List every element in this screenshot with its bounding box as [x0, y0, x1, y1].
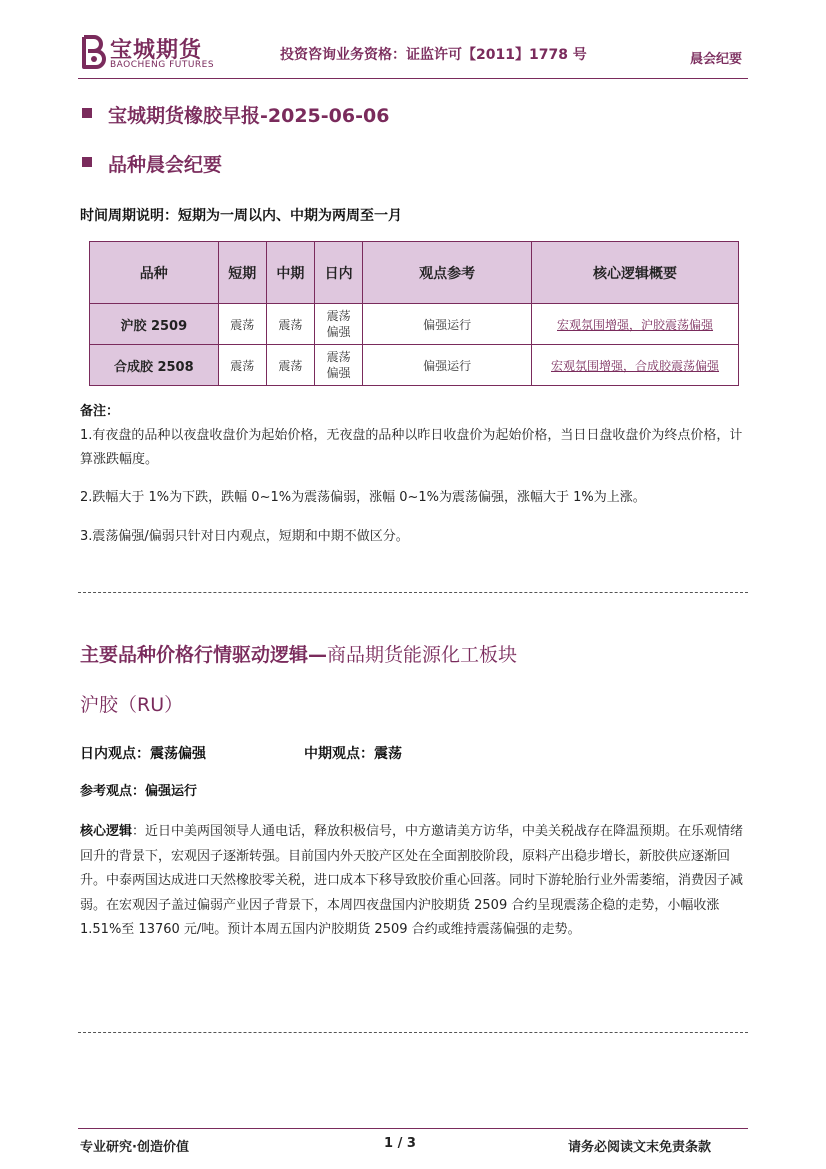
core-logic-paragraph: [80, 820, 750, 943]
variety-summary-table: [89, 241, 739, 386]
cell-view: 偏强运行: [363, 345, 532, 386]
table-row: [90, 345, 739, 386]
mid-term-view: 中期观点：震荡: [304, 746, 402, 762]
main-section-title: [80, 640, 517, 667]
intraday-view: 日内观点：震荡偏强: [80, 746, 206, 762]
col-header-short: 短期: [218, 242, 266, 304]
cell-mid: 震荡: [266, 304, 314, 345]
cell-short: 震荡: [218, 345, 266, 386]
cell-view: 偏强运行: [363, 304, 532, 345]
cell-logic-link[interactable]: 宏观氛围增强，合成胶震荡偏强: [532, 345, 739, 386]
core-logic-label: 核心逻辑: [80, 824, 133, 839]
col-header-intraday: 日内: [315, 242, 363, 304]
reference-view: 参考观点：偏强运行: [80, 784, 198, 799]
summary-title: 品种晨会纪要: [108, 154, 223, 176]
bullet-square-icon: [82, 157, 92, 167]
dashed-divider: [78, 592, 748, 593]
notes-title: 备注：: [80, 404, 120, 419]
col-header-logic: 核心逻辑概要: [532, 242, 739, 304]
cell-intraday: 震荡 偏强: [315, 304, 363, 345]
doc-type-label: 晨会纪要: [690, 52, 743, 67]
report-title: 宝城期货橡胶早报-2025-06-06: [108, 105, 390, 127]
col-header-view: 观点参考: [363, 242, 532, 304]
note-item-1: 1.有夜盘的品种以夜盘收盘价为起始价格，无夜盘的品种以昨日收盘价为起始价格，当日日盘收盘价为终点价格，计算涨跌幅度。: [80, 428, 743, 467]
cell-intraday: 震荡 偏强: [315, 345, 363, 386]
footer-slogan: 专业研究·创造价值: [80, 1140, 189, 1155]
header-divider: [78, 78, 748, 79]
cell-variety: 合成胶 2508: [90, 345, 219, 386]
footer-disclaimer-note: 请务必阅读文末免责条款: [568, 1140, 712, 1155]
logo-chinese-name: 宝城期货: [110, 37, 203, 63]
page-number: 1 / 3: [384, 1136, 416, 1151]
cell-variety: 沪胶 2509: [90, 304, 219, 345]
qualification-text: 投资咨询业务资格：证监许可【2011】1778 号: [280, 47, 587, 63]
period-note: 时间周期说明：短期为一周以内、中期为两周至一月: [80, 208, 402, 224]
bullet-square-icon: [82, 108, 92, 118]
note-item-3: 3.震荡偏强/偏弱只针对日内观点，短期和中期不做区分。: [80, 529, 409, 544]
note-item-2: 2.跌幅大于 1%为下跌，跌幅 0~1%为震荡偏弱，涨幅 0~1%为震荡偏强，涨幅大于 1%为上涨。: [80, 490, 646, 505]
main-title-rest: 商品期货能源化工板块: [327, 644, 518, 666]
baocheng-logo-icon: [80, 34, 106, 70]
product-title: 沪胶（RU）: [80, 694, 184, 716]
core-logic-text: ：近日中美两国领导人通电话，释放积极信号，中方邀请美方访华，中美关税战存在降温预期。在乐观情绪回升的背景下，宏观因子逐渐转强。目前国内外天胶产区处在全面割胶阶段，原料产出稳步增长，新胶供应逐渐回升。中泰两国达成进口天然橡胶零关税，进口成本下移导致胶价重心回落。同时下游轮胎行业外需萎缩，消费因子减弱。在宏观因子盖过偏弱产业因子背景下，本周四夜盘国内沪胶期货 2509 合约呈现震荡企稳的走势，小幅收涨 1.51%至 13760 元/吨。预计本周五国内沪胶期货 2509 合约或维持震荡偏强的走势。: [80, 824, 744, 937]
col-header-mid: 中期: [266, 242, 314, 304]
footer-divider: [78, 1128, 748, 1129]
col-header-variety: 品种: [90, 242, 219, 304]
cell-mid: 震荡: [266, 345, 314, 386]
dashed-divider: [78, 1032, 748, 1033]
cell-short: 震荡: [218, 304, 266, 345]
main-title-bold: 主要品种价格行情驱动逻辑—: [80, 644, 328, 666]
cell-logic-link[interactable]: 宏观氛围增强，沪胶震荡偏强: [532, 304, 739, 345]
table-header-row: [90, 242, 739, 304]
logo-english-name: BAOCHENG FUTURES: [110, 60, 215, 70]
table-row: [90, 304, 739, 345]
